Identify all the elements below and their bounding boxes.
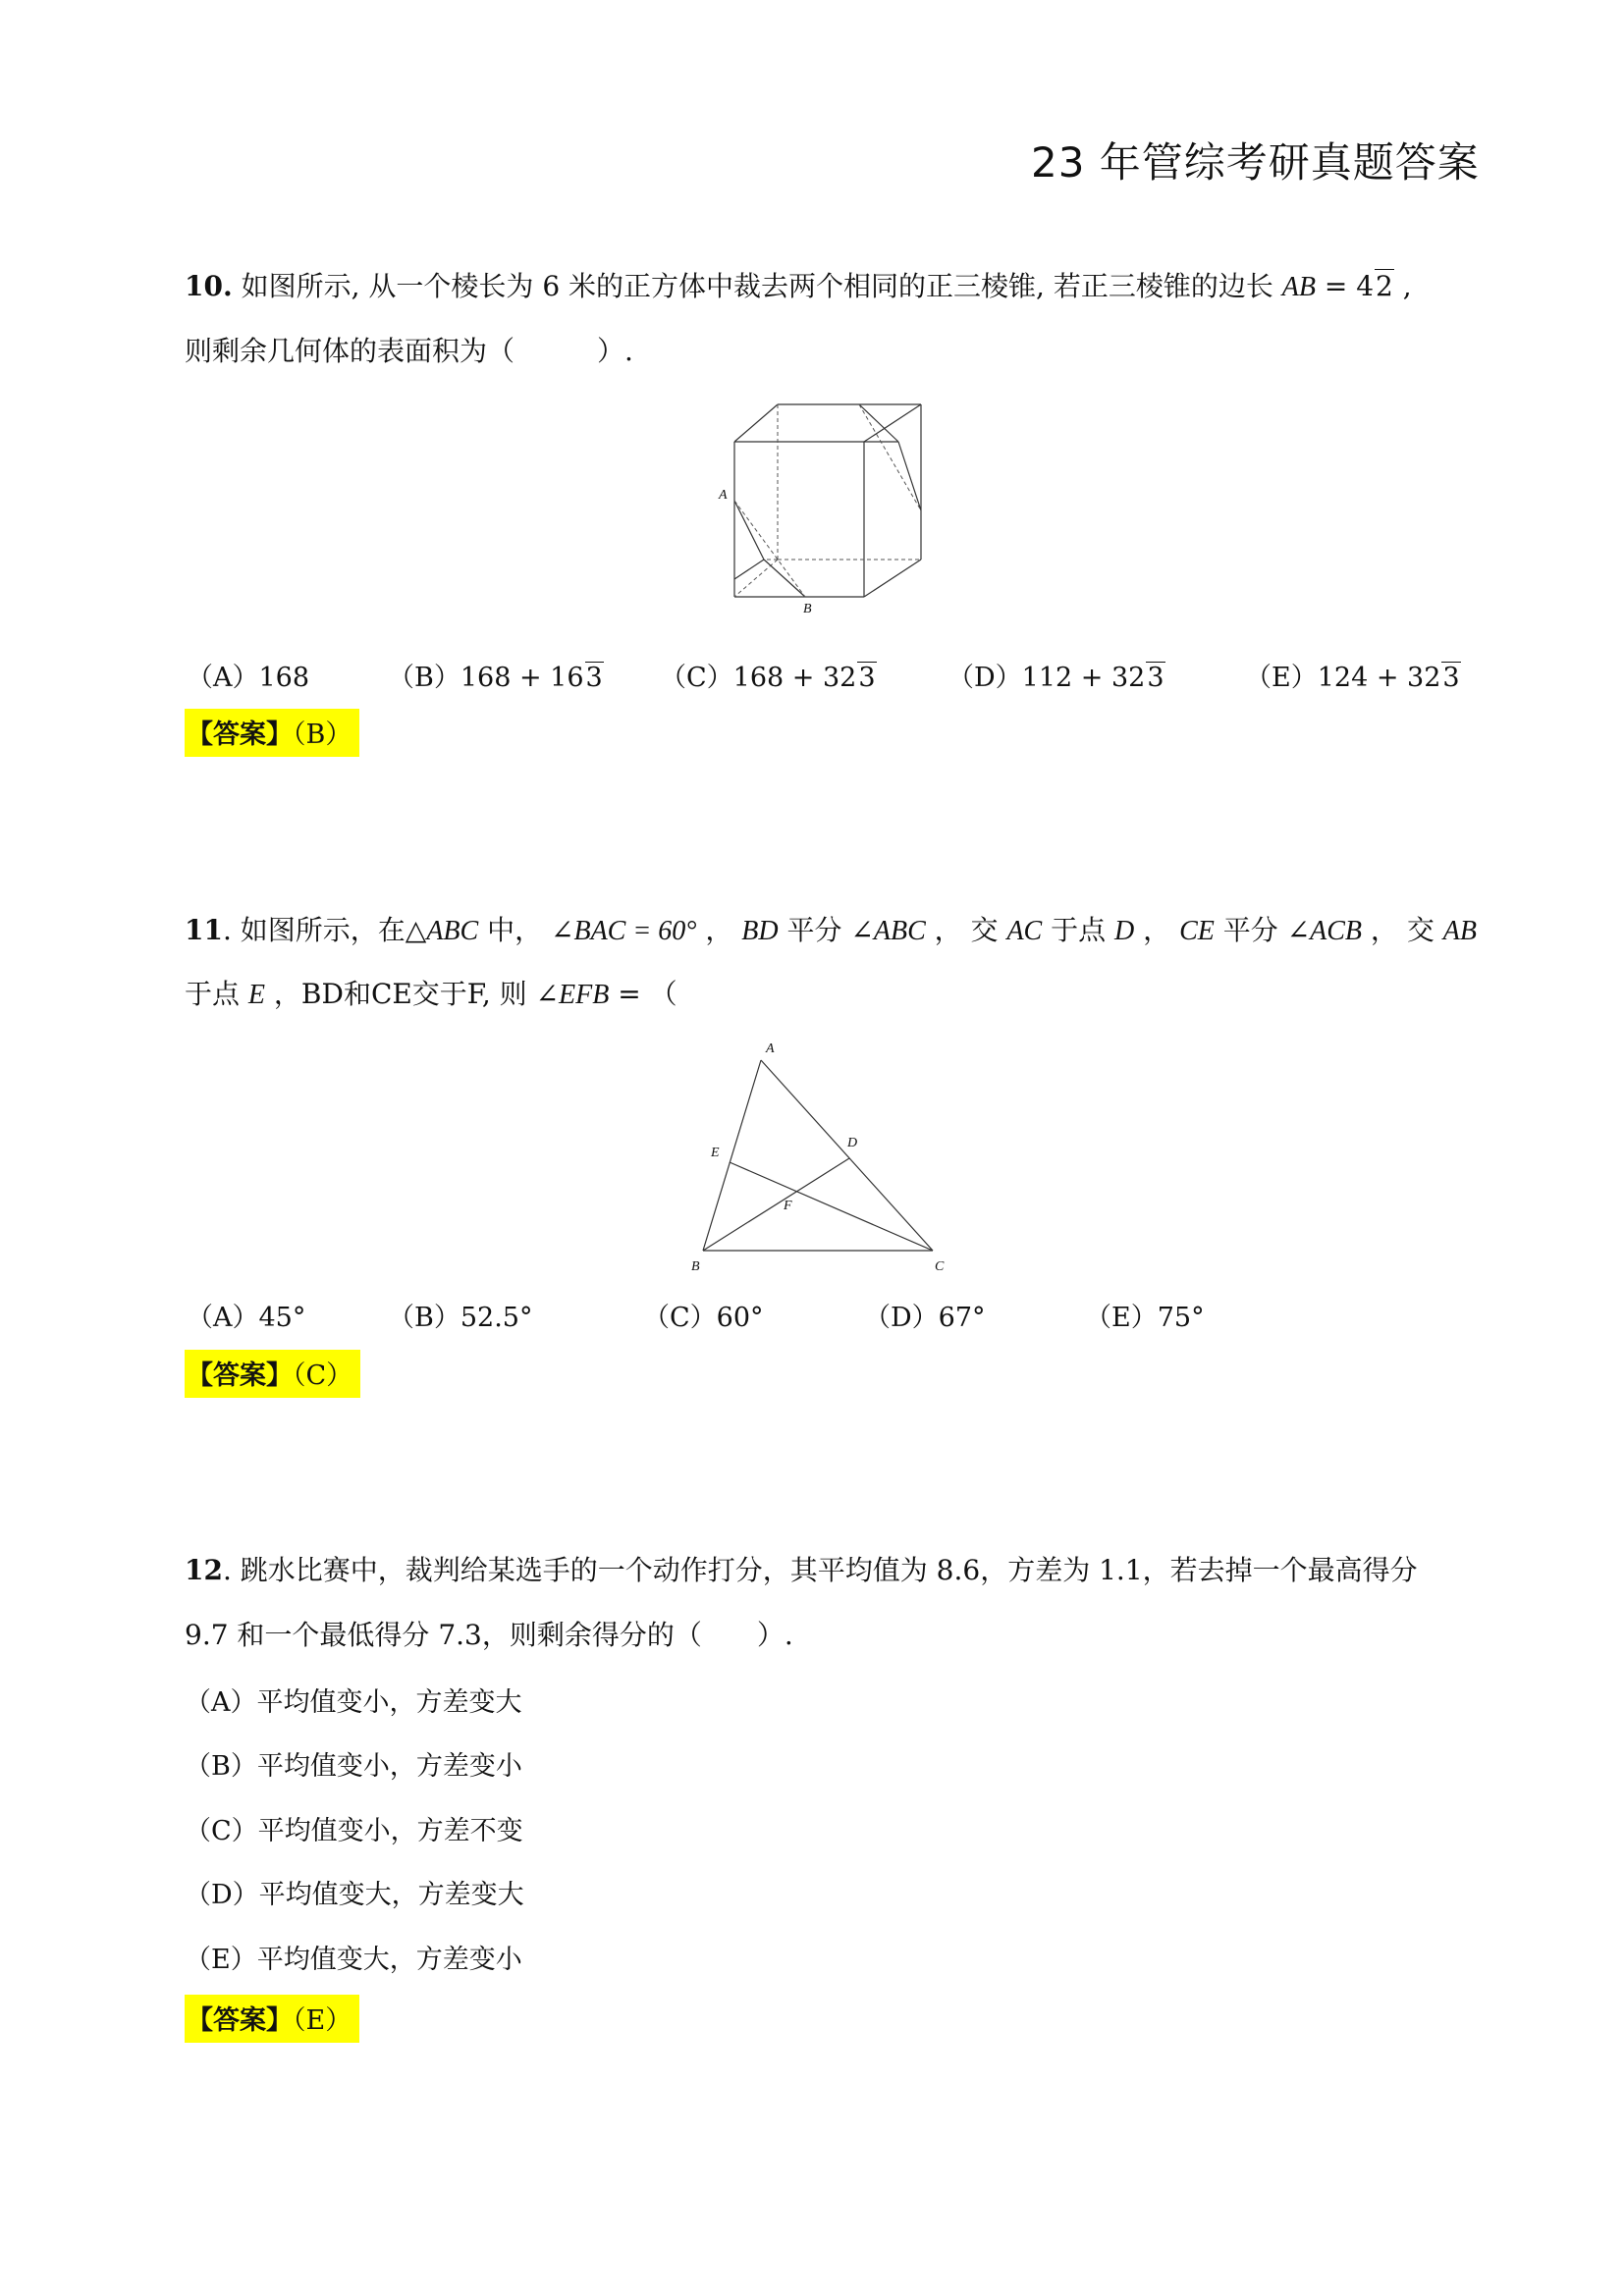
q11-label-c: C <box>935 1259 945 1274</box>
q10-text: 如图所示, 从一个棱长为 6 米的正方体中裁去两个相同的正三棱锥, 若正三棱锥的边长 <box>232 270 1282 302</box>
q11-angle-abc: ∠ABC <box>850 916 926 946</box>
option-value: 168 <box>258 663 310 693</box>
q12-option-c: （C）平均值变小，方差不变 <box>185 1816 523 1846</box>
q11-label-d: D <box>847 1136 858 1150</box>
option-value: 112 + 32 <box>1021 663 1146 693</box>
q11-answer <box>185 1350 360 1398</box>
q11-d: D <box>1114 916 1135 946</box>
q11-angle-bac: ∠BAC = 60° <box>551 916 697 946</box>
q11-label-a: A <box>766 1041 775 1056</box>
q11-ce: CE <box>1179 916 1215 946</box>
q10-ab-radical: 2 <box>1376 270 1393 302</box>
q11-stem-line2 <box>185 975 677 1015</box>
q11-angle-acb: ∠ACB <box>1286 916 1363 946</box>
q12-number: 12 <box>185 1554 223 1586</box>
answer-value: （C） <box>293 1361 353 1391</box>
q12-text: . 跳水比赛中，裁判给某选手的一个动作打分，其平均值为 8.6，方差为 1.1，若去掉一个最高得分 <box>222 1554 1418 1586</box>
q10-label-a: A <box>719 488 728 503</box>
q10-option-e <box>1245 656 1461 694</box>
option-value: 75° <box>1157 1303 1205 1333</box>
q12-stem-line2: 9.7 和一个最低得分 7.3，则剩余得分的（ ）. <box>185 1619 793 1651</box>
option-radical: 3 <box>585 663 603 693</box>
q11-number: 11 <box>185 914 223 946</box>
answer-value: （B） <box>293 720 352 750</box>
option-value: 124 + 32 <box>1317 663 1441 693</box>
option-label: （D） <box>864 1303 939 1333</box>
q11-option-c <box>643 1296 764 1334</box>
option-label: （B） <box>388 663 460 693</box>
q10-cube-figure <box>707 393 943 628</box>
answer-label: 【答案】 <box>187 720 293 750</box>
q11-stem-line1 <box>185 911 1477 951</box>
q11-option-d <box>864 1296 986 1334</box>
q12-answer <box>185 1995 359 2043</box>
q11-option-e <box>1085 1296 1205 1334</box>
option-label: （E） <box>1085 1303 1158 1333</box>
q11-text: 于点 <box>185 978 248 1010</box>
option-radical: 3 <box>858 663 876 693</box>
q10-label-b: B <box>803 602 812 616</box>
q10-answer <box>185 709 359 757</box>
q11-text: = （ <box>609 978 677 1010</box>
q11-triangle: △ABC <box>405 916 479 946</box>
q10-stem-line1 <box>185 267 1412 307</box>
q11-text: ，BD和CE交于F, 则 <box>265 978 536 1010</box>
option-radical: 3 <box>1442 663 1460 693</box>
option-label: （A） <box>187 663 259 693</box>
q11-label-e: E <box>711 1146 720 1160</box>
option-label: （C） <box>660 663 733 693</box>
option-label: （A） <box>187 1303 259 1333</box>
q10-ab: AB <box>1281 272 1316 302</box>
option-value: 45° <box>258 1303 306 1333</box>
option-label: （B） <box>388 1303 460 1333</box>
q10-option-a <box>187 656 309 694</box>
answer-label: 【答案】 <box>187 2005 293 2036</box>
q10-option-c <box>660 656 877 694</box>
q11-text: 平分 <box>778 914 851 946</box>
answer-label: 【答案】 <box>187 1361 293 1391</box>
q11-text: ， 交 <box>925 914 1007 946</box>
q10-option-b <box>388 656 604 694</box>
option-value: 168 + 16 <box>460 663 584 693</box>
q11-text: 中， <box>478 914 552 946</box>
q11-label-f: F <box>784 1199 792 1213</box>
q11-text: ， <box>696 914 742 946</box>
answer-value: （E） <box>293 2005 352 2036</box>
q11-ac: AC <box>1006 916 1043 946</box>
q12-option-e: （E）平均值变大，方差变小 <box>185 1945 522 1975</box>
q10-number: 10. <box>185 270 233 302</box>
q11-text: 平分 <box>1214 914 1287 946</box>
q11-ab: AB <box>1442 916 1477 946</box>
option-value: 60° <box>716 1303 764 1333</box>
option-label: （C） <box>643 1303 717 1333</box>
q12-option-a: （A）平均值变小，方差变大 <box>185 1687 522 1718</box>
q10-ab-eq: = 4 <box>1315 270 1375 302</box>
option-value: 67° <box>938 1303 986 1333</box>
q11-triangle-figure <box>668 1031 962 1276</box>
q11-bd: BD <box>741 916 779 946</box>
q12-option-d: （D）平均值变大，方差变大 <box>185 1880 524 1910</box>
q10-tail: , <box>1393 270 1412 302</box>
q11-option-b <box>388 1296 532 1334</box>
page-title: 23 年管综考研真题答案 <box>1031 138 1480 187</box>
q12-option-b: （B）平均值变小，方差变小 <box>185 1751 522 1782</box>
q11-option-a <box>187 1296 305 1334</box>
q11-e: E <box>247 980 266 1010</box>
option-label: （D） <box>947 663 1022 693</box>
q11-text: ， <box>1134 914 1180 946</box>
option-value: 52.5° <box>460 1303 533 1333</box>
option-value: 168 + 32 <box>732 663 857 693</box>
q11-angle-efb: ∠EFB <box>535 980 610 1010</box>
q10-stem-line2: 则剩余几何体的表面积为（ ）. <box>185 335 633 367</box>
q11-label-b: B <box>691 1259 700 1274</box>
q11-text: 于点 <box>1042 914 1115 946</box>
option-radical: 3 <box>1147 663 1164 693</box>
option-label: （E） <box>1245 663 1318 693</box>
q11-text: ， 交 <box>1362 914 1443 946</box>
q10-option-d <box>947 656 1165 694</box>
q12-stem-line1 <box>185 1551 1418 1590</box>
q11-text: . 如图所示，在 <box>222 914 406 946</box>
